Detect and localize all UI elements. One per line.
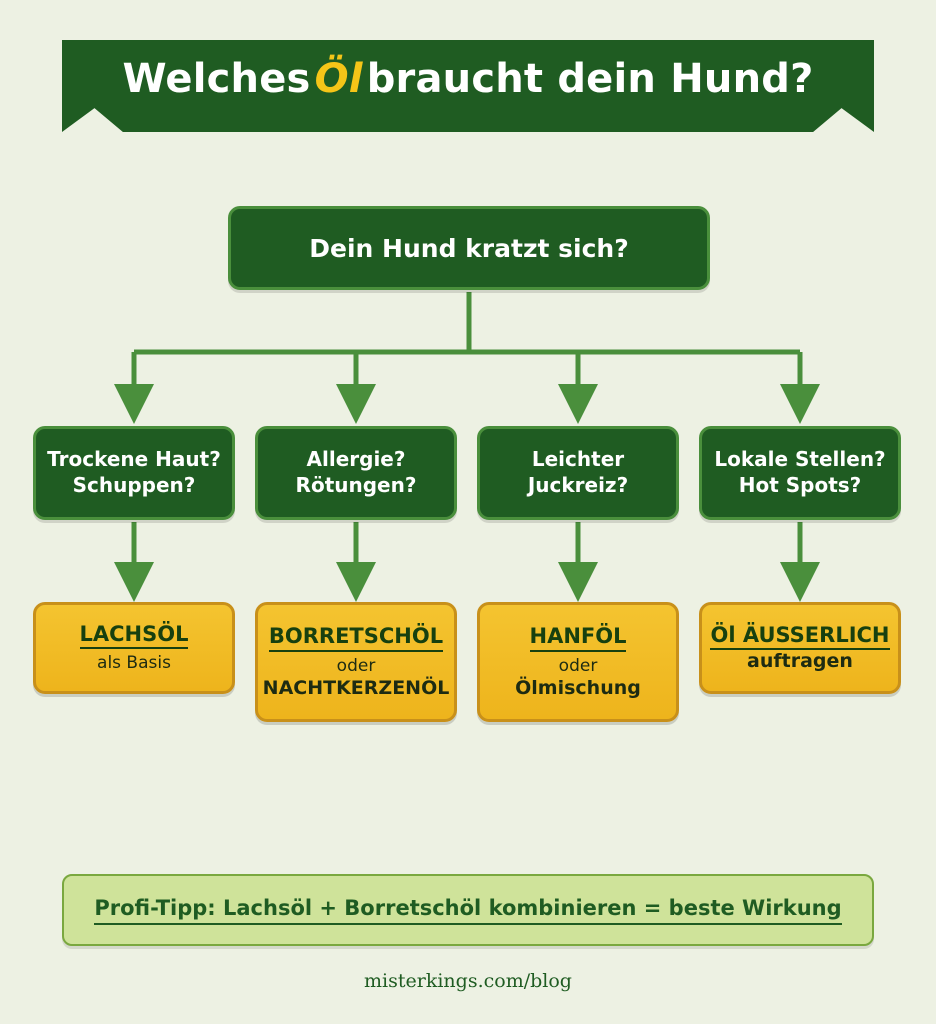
pro-tip-banner [62, 874, 874, 946]
pro-tip-text: Profi-Tipp: Lachsöl + Borretschöl kombinieren = beste Wirkung [94, 896, 841, 925]
node-branch-hot-spots [699, 426, 901, 520]
branch-line-1: Lokale Stellen? [714, 447, 886, 472]
footer-url: misterkings.com/blog [364, 970, 572, 992]
node-result-hemp-oil [477, 602, 679, 722]
node-result-salmon-oil [33, 602, 235, 694]
result-sub2-label: NACHTKERZENÖL [262, 676, 450, 699]
result-sub-label: oder [336, 655, 376, 676]
title-part-before: Welches [122, 56, 311, 102]
branch-line-1: Allergie? [306, 447, 406, 472]
result-main-label: LACHSÖL [80, 622, 189, 649]
branch-line-2: Hot Spots? [738, 473, 862, 497]
result-main-label: BORRETSCHÖL [269, 624, 443, 651]
result-sub2-label: Ölmischung [515, 676, 641, 699]
branch-line-2: Juckreiz? [527, 473, 629, 497]
result-main-label: Öl ÄUSSERLICH [710, 623, 889, 650]
node-branch-allergy [255, 426, 457, 520]
title-part-after: braucht dein Hund? [366, 56, 814, 102]
node-root-question [228, 206, 710, 290]
node-branch-light-itch [477, 426, 679, 520]
node-branch-dry-skin [33, 426, 235, 520]
branch-line-1: Trockene Haut? [47, 447, 221, 472]
title-highlight: Öl [314, 56, 363, 102]
branch-line-1: Leichter [531, 447, 625, 472]
result-sub-label: als Basis [97, 652, 171, 673]
result-main-label: HANFÖL [530, 624, 627, 651]
branch-line-2: Rötungen? [295, 473, 417, 497]
result-sub-label: auftragen [747, 650, 853, 673]
node-root-label: Dein Hund kratzt sich? [309, 233, 629, 263]
branch-line-2: Schuppen? [72, 473, 196, 497]
node-result-topical-oil [699, 602, 901, 694]
result-sub-label: oder [558, 655, 598, 676]
node-result-borage-oil [255, 602, 457, 722]
